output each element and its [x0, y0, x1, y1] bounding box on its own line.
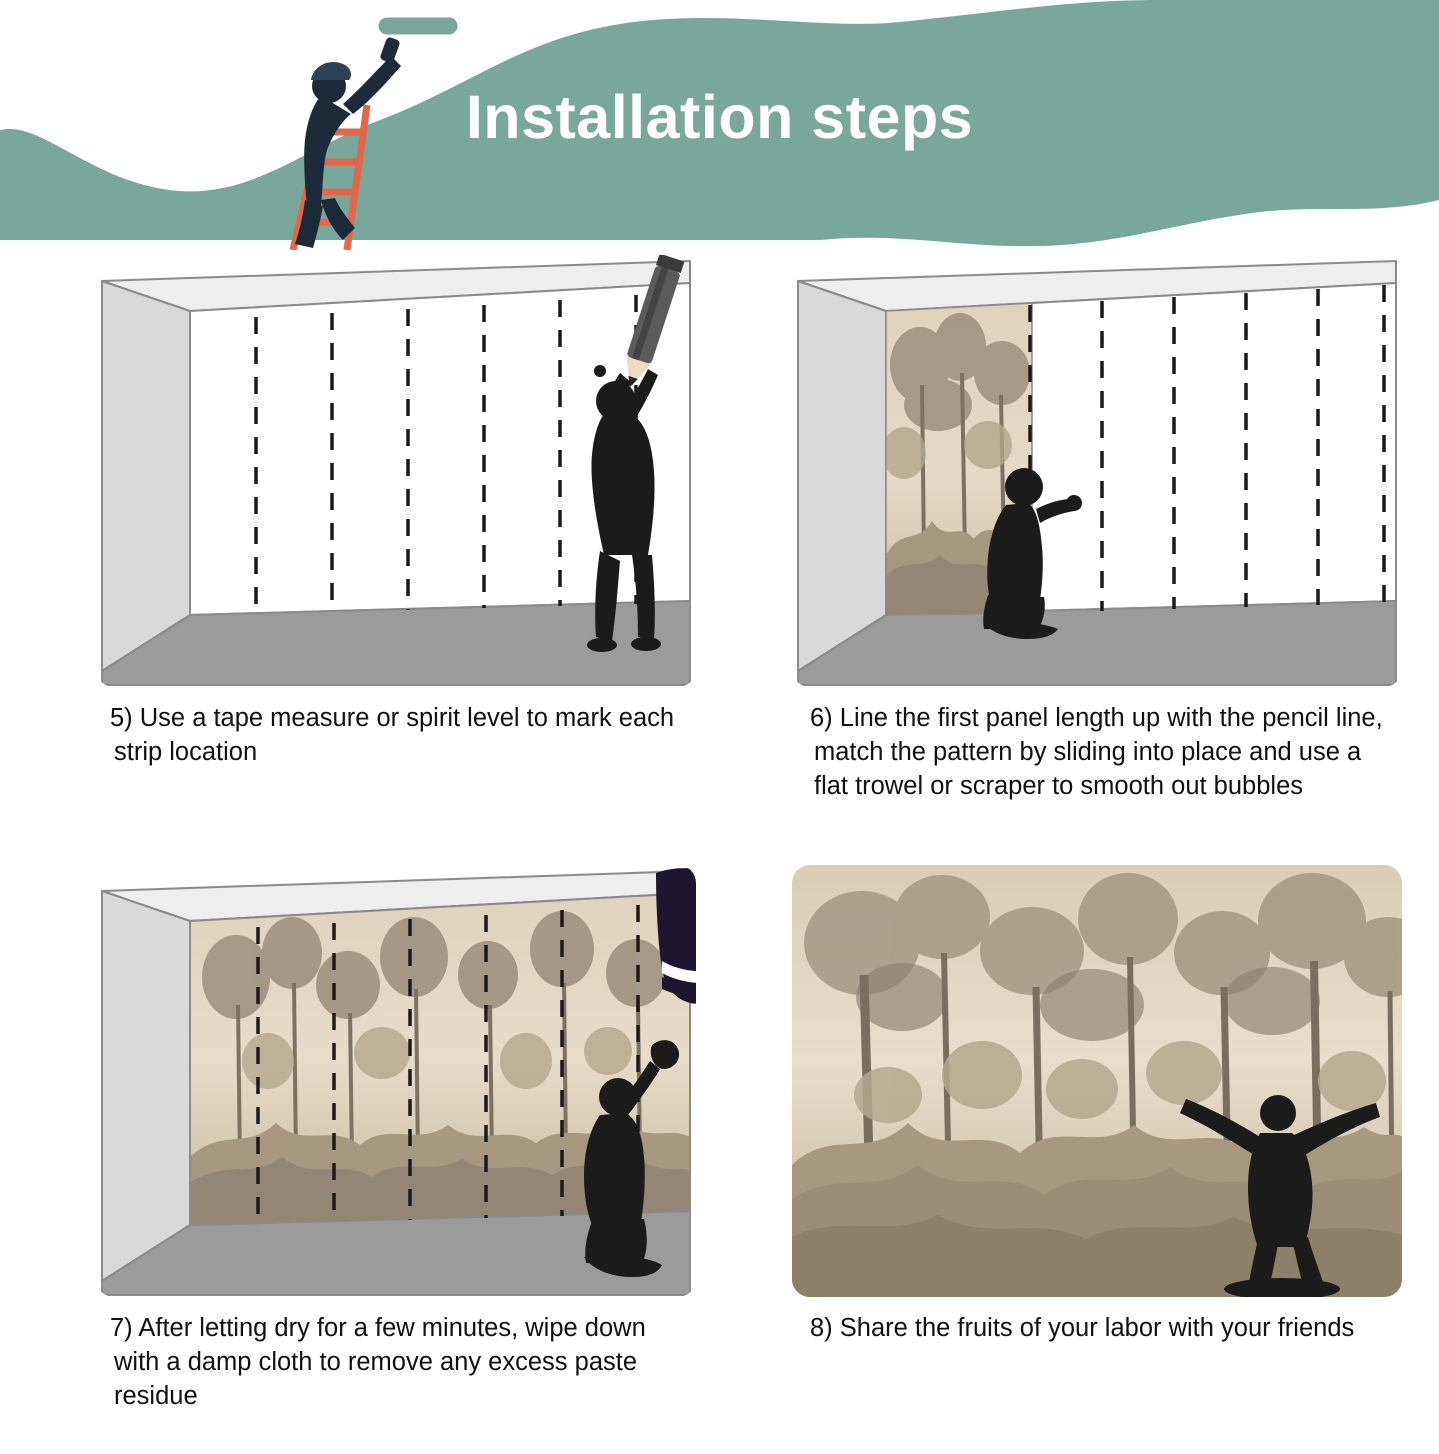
- step-card-5: [96, 255, 696, 769]
- step-card-7: [96, 865, 696, 1413]
- header-banner: [0, 0, 1439, 250]
- step-5-caption: 5) Use a tape measure or spirit level to mark each strip location: [110, 704, 675, 767]
- step-7-illustration: [96, 865, 696, 1297]
- step-card-8: [792, 865, 1402, 1345]
- step-8-illustration: [792, 865, 1402, 1297]
- step-6-caption: 6) Line the first panel length up with the pencil line, match the pattern by sliding into place and use a flat trowel or scraper to smooth out bubbles: [810, 704, 1383, 801]
- cloth-icon: [656, 868, 696, 1004]
- person-on-ladder-icon: [255, 0, 505, 250]
- step-8-caption: 8) Share the fruits of your labor with your friends: [810, 1314, 1355, 1342]
- step-7-caption: 7) After letting dry for a few minutes, wipe down with a damp cloth to remove any excess paste residue: [110, 1314, 646, 1411]
- steps-grid: [0, 250, 1439, 1454]
- banner-shape: [0, 0, 1439, 250]
- step-card-6: [792, 255, 1402, 803]
- page-title: Installation steps: [465, 83, 974, 151]
- step-6-illustration: [792, 255, 1402, 687]
- step-5-illustration: [96, 255, 696, 687]
- paint-roller-icon: [377, 16, 459, 64]
